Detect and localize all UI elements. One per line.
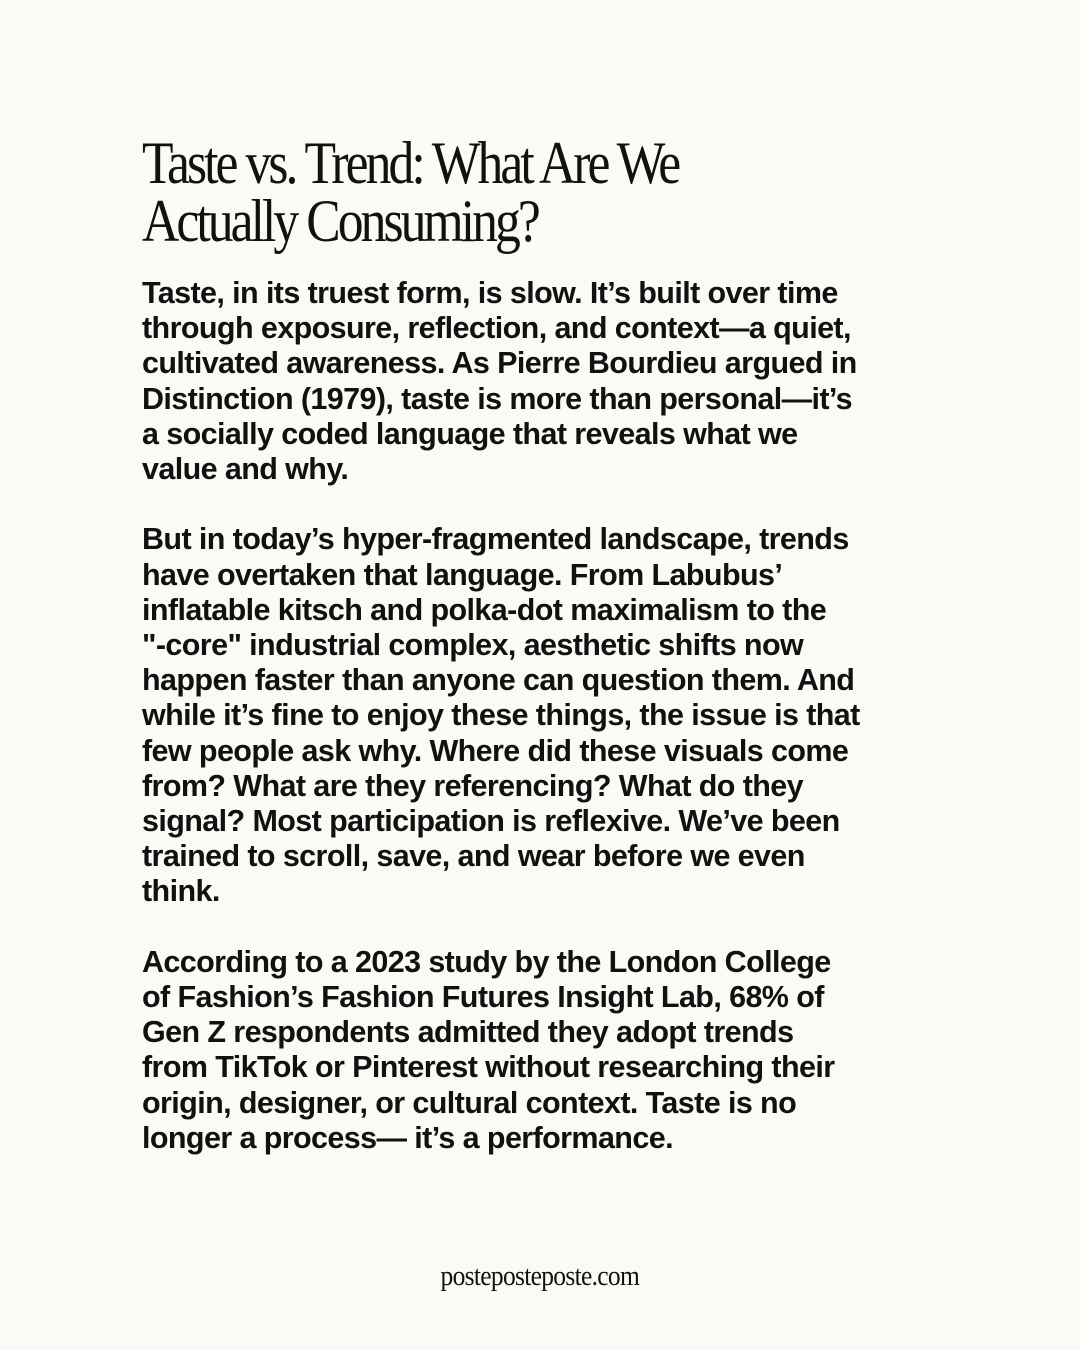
site-url <box>0 1260 1080 1293</box>
article-body <box>142 276 942 1191</box>
text-line: think. <box>142 874 220 909</box>
text-line: inflatable kitsch and polka-dot maximalism to the <box>142 592 827 627</box>
text-line: while it’s fine to enjoy these things, the issue is that <box>142 698 860 733</box>
text-line: Taste, in its truest form, is slow. It’s built over time <box>142 276 838 310</box>
text-line: signal? Most participation is reflexive. We’ve been <box>142 804 840 839</box>
text-line: "-core" industrial complex, aesthetic shifts now <box>142 628 804 663</box>
article-title <box>142 130 830 254</box>
text-line: from? What are they referencing? What do they <box>142 768 804 803</box>
text-line: But in today’s hyper-fragmented landscape, trends <box>142 522 849 557</box>
paragraph-trends <box>142 522 942 909</box>
paragraph-study <box>142 945 942 1156</box>
text-line: through exposure, reflection, and context—a quiet, <box>142 311 851 346</box>
text-line: value and why. <box>142 452 349 487</box>
text-line: have overtaken that language. From Labubus’ <box>142 557 783 592</box>
title-line: Taste vs. Trend: What Are We <box>142 130 679 196</box>
text-line: origin, designer, or cultural context. Taste is no <box>142 1085 797 1120</box>
text-line: from TikTok or Pinterest without researching their <box>142 1050 835 1085</box>
text-line: According to a 2023 study by the London College <box>142 944 831 979</box>
text-line: a socially coded language that reveals what we <box>142 416 798 451</box>
paragraph-taste <box>142 276 942 487</box>
text-line: Distinction (1979), taste is more than personal—it’s <box>142 381 853 416</box>
text-line: longer a process— it’s a performance. <box>142 1120 673 1155</box>
site-url-text: posteposteposte.com <box>440 1260 640 1292</box>
text-line: cultivated awareness. As Pierre Bourdieu argued in <box>142 346 857 381</box>
text-line: trained to scroll, save, and wear before we even <box>142 839 805 874</box>
text-line: few people ask why. Where did these visuals come <box>142 733 849 768</box>
text-line: happen faster than anyone can question them. And <box>142 663 855 698</box>
text-line: of Fashion’s Fashion Futures Insight Lab, 68% of <box>142 980 824 1015</box>
title-line: Actually Consuming? <box>142 188 538 254</box>
text-line: Gen Z respondents admitted they adopt trends <box>142 1015 794 1050</box>
